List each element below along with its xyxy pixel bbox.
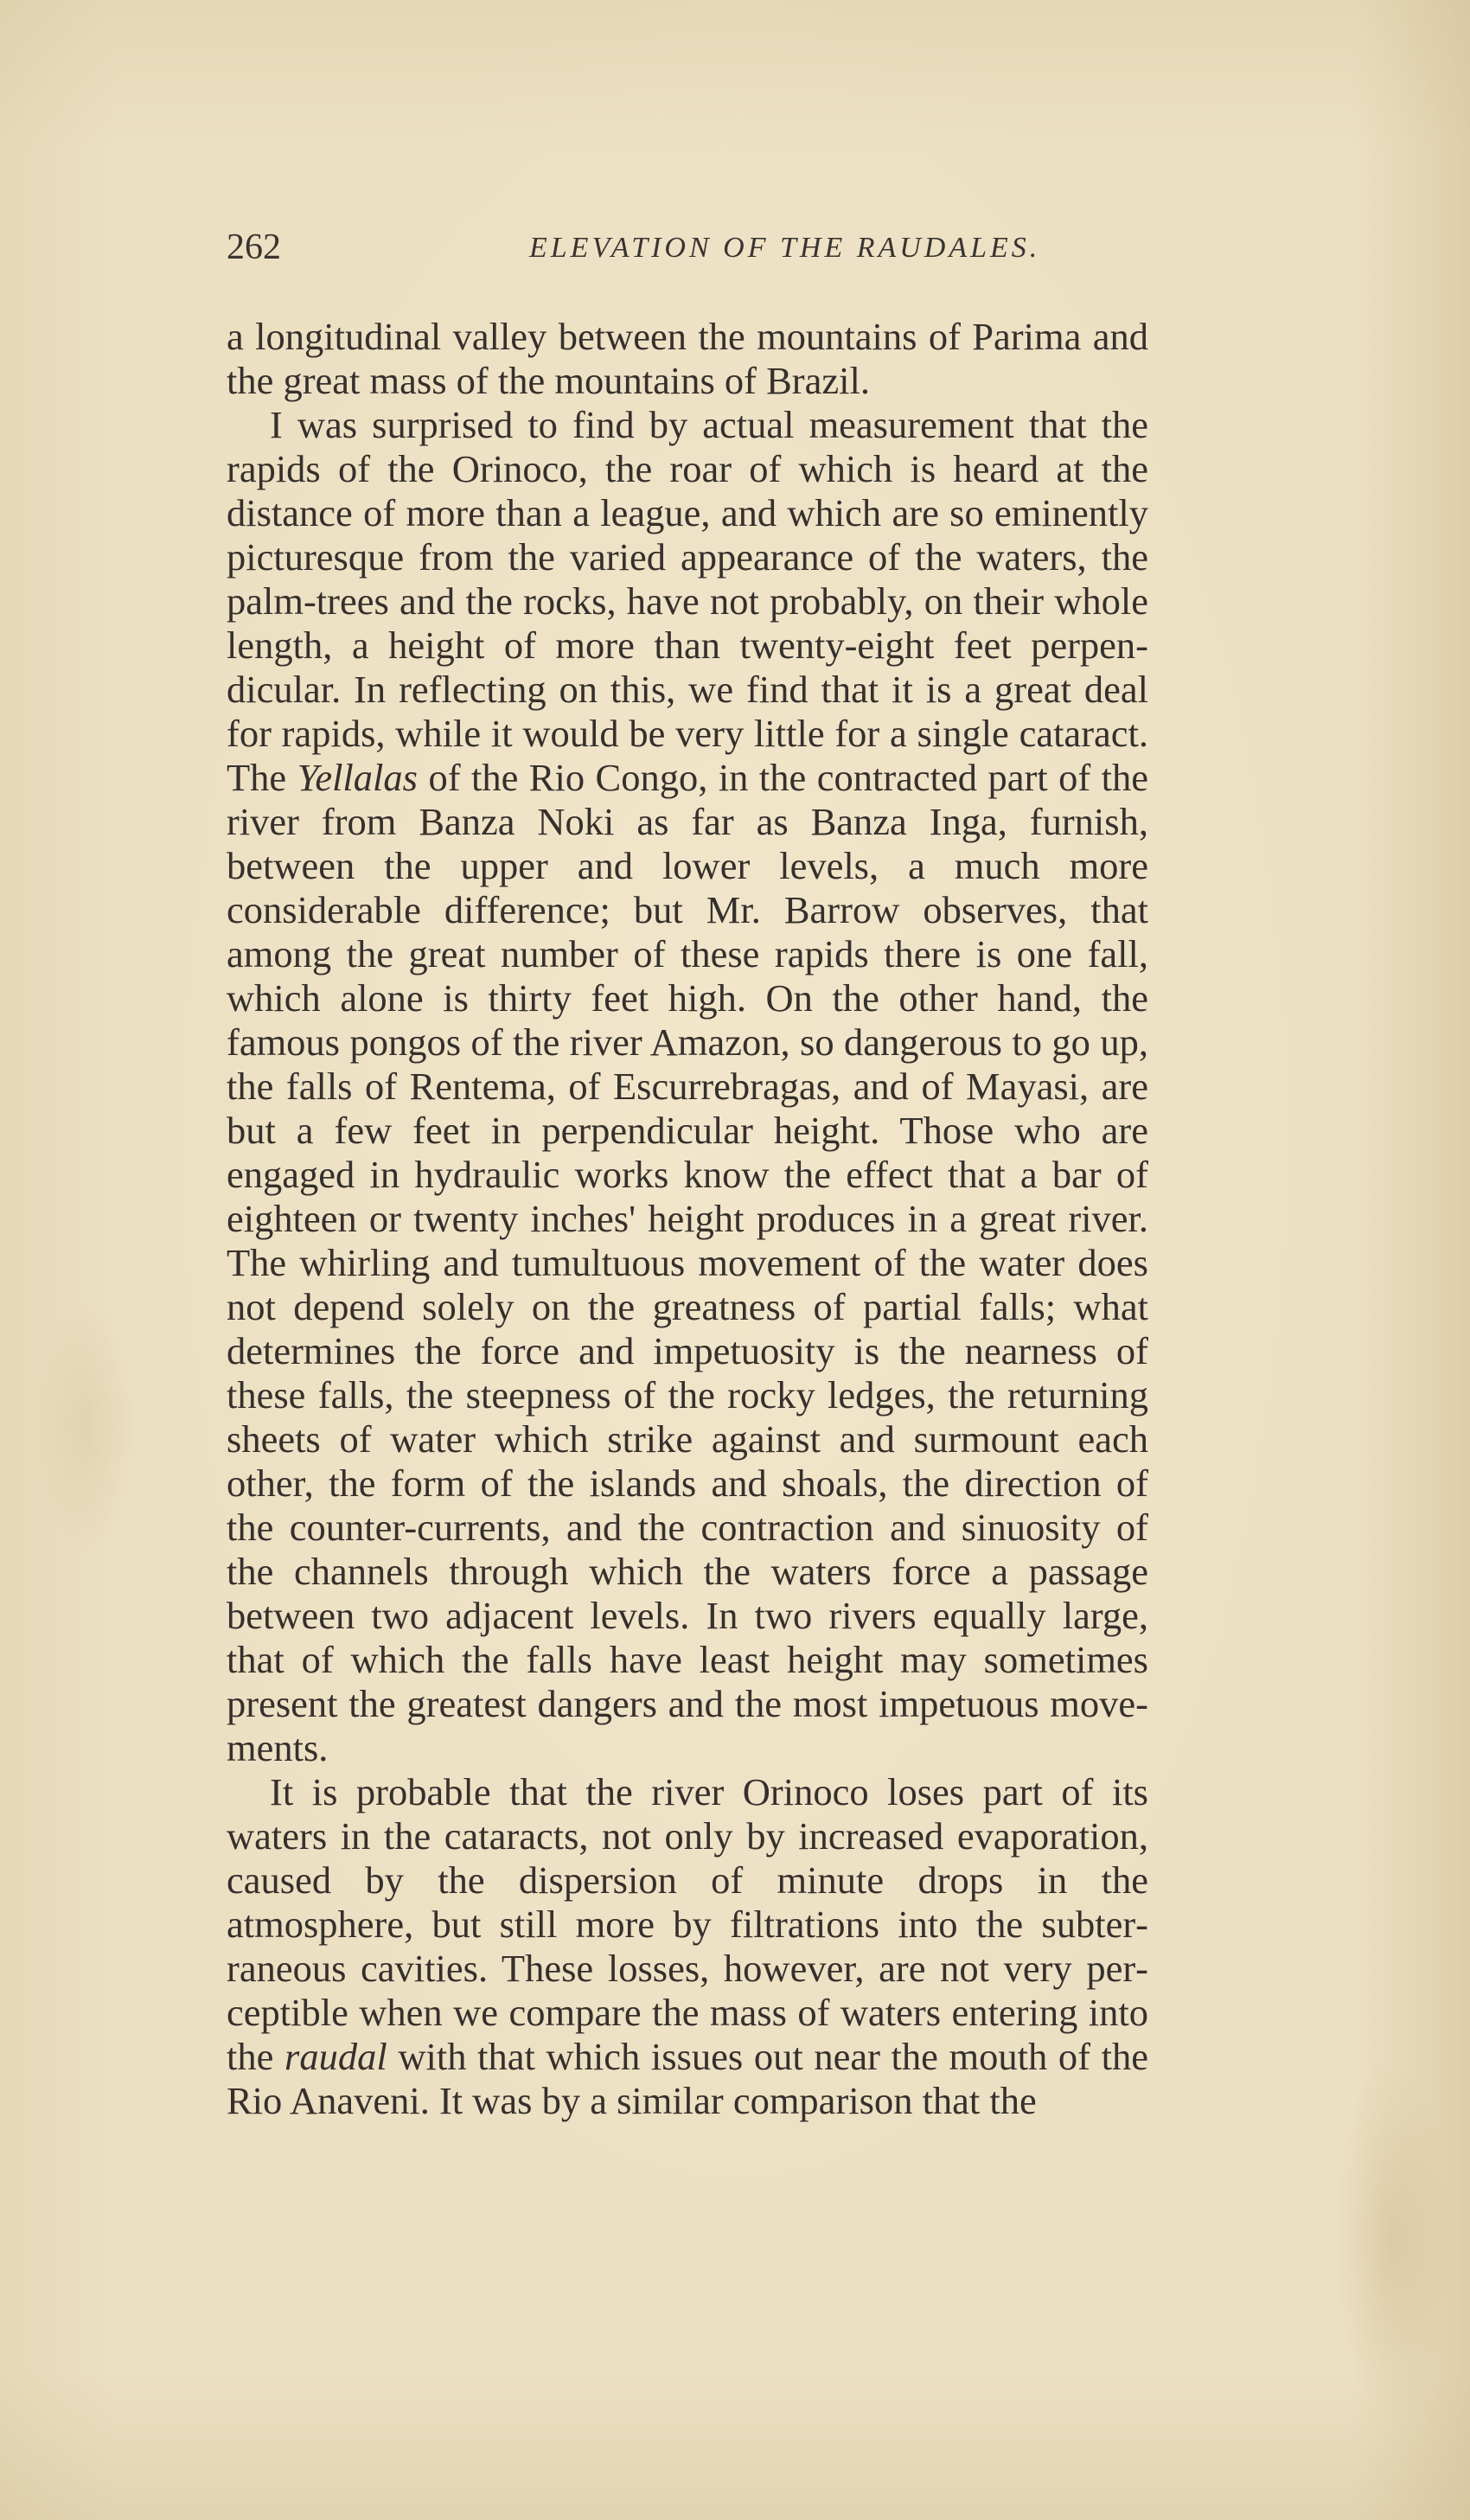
text-run: It is probable that the river Orinoco loses part of its waters in the cataracts, not only by increased evaporation, caused by the dispersion of minute drops in the atmosphere, but still more by filtrations into the subterraneous cavities. These losses, however, are not very perceptible when we compare the mass of waters entering into the [227, 1770, 1148, 2078]
body-text [227, 315, 1148, 2123]
paragraph [227, 403, 1148, 1770]
page-number: 262 [227, 227, 281, 267]
page-header [227, 227, 1148, 278]
text-run: a longitudinal valley between the mountains of Parima and the great mass of the mountains of Brazil. [227, 315, 1148, 402]
running-head: ELEVATION OF THE RAUDALES. [529, 232, 1041, 264]
paper-stain [1332, 2058, 1453, 2421]
text-run: of the Rio Congo, in the contracted part of the river from Banza Noki as far as Banza Inga, furnish, between the upper and lower levels, a much more considerable difference; but Mr. Barrow observes, that among the great number of these rapids there is one fall, which alone is thirty feet high. On the other hand, the famous pongos of the river Amazon, so dangerous to go up, the falls of Rentema, of Escurrebragas, and of Mayasi, are but a few feet in perpendicular height. Those who are engaged in hydraulic works know the effect that a bar of eighteen or twenty inches' height produces in a great river. The whirling and tumultuous movement of the water does not depend solely on the greatness of partial falls; what determines the force and impetuosity is the nearness of these falls, the steepness of the rocky ledges, the returning sheets of water which strike against and surmount each other, the form of the islands and shoals, the direction of the counter-currents, and the contraction and sinuosity of the channels through which the waters force a passage between two adjacent levels. In two rivers equally large, that of which the falls have least height may sometimes present the greatest dangers and the most impetuous movements. [227, 756, 1149, 1769]
paragraph [227, 315, 1148, 403]
paper-stain [35, 1297, 138, 1557]
italic-term-yellalas: Yellalas [297, 756, 418, 799]
italic-term-raudal: raudal [284, 2035, 387, 2078]
text-run: with that which issues out near the mouth of the Rio Anaveni. It was by a similar comparison that the [227, 2035, 1148, 2122]
text-run: I was surprised to find by actual measurement that the rapids of the Orinoco, the roar of which is heard at the distance of more than a league, and which are so eminently picturesque from the varied appearance of the waters, the palm-trees and the rocks, have not probably, on their whole length, a height of more than twenty-eight feet perpendicular. In reflecting on this, we find that it is a great deal for rapids, while it would be very little for a single cataract. The [227, 403, 1148, 799]
paragraph [227, 1770, 1148, 2123]
